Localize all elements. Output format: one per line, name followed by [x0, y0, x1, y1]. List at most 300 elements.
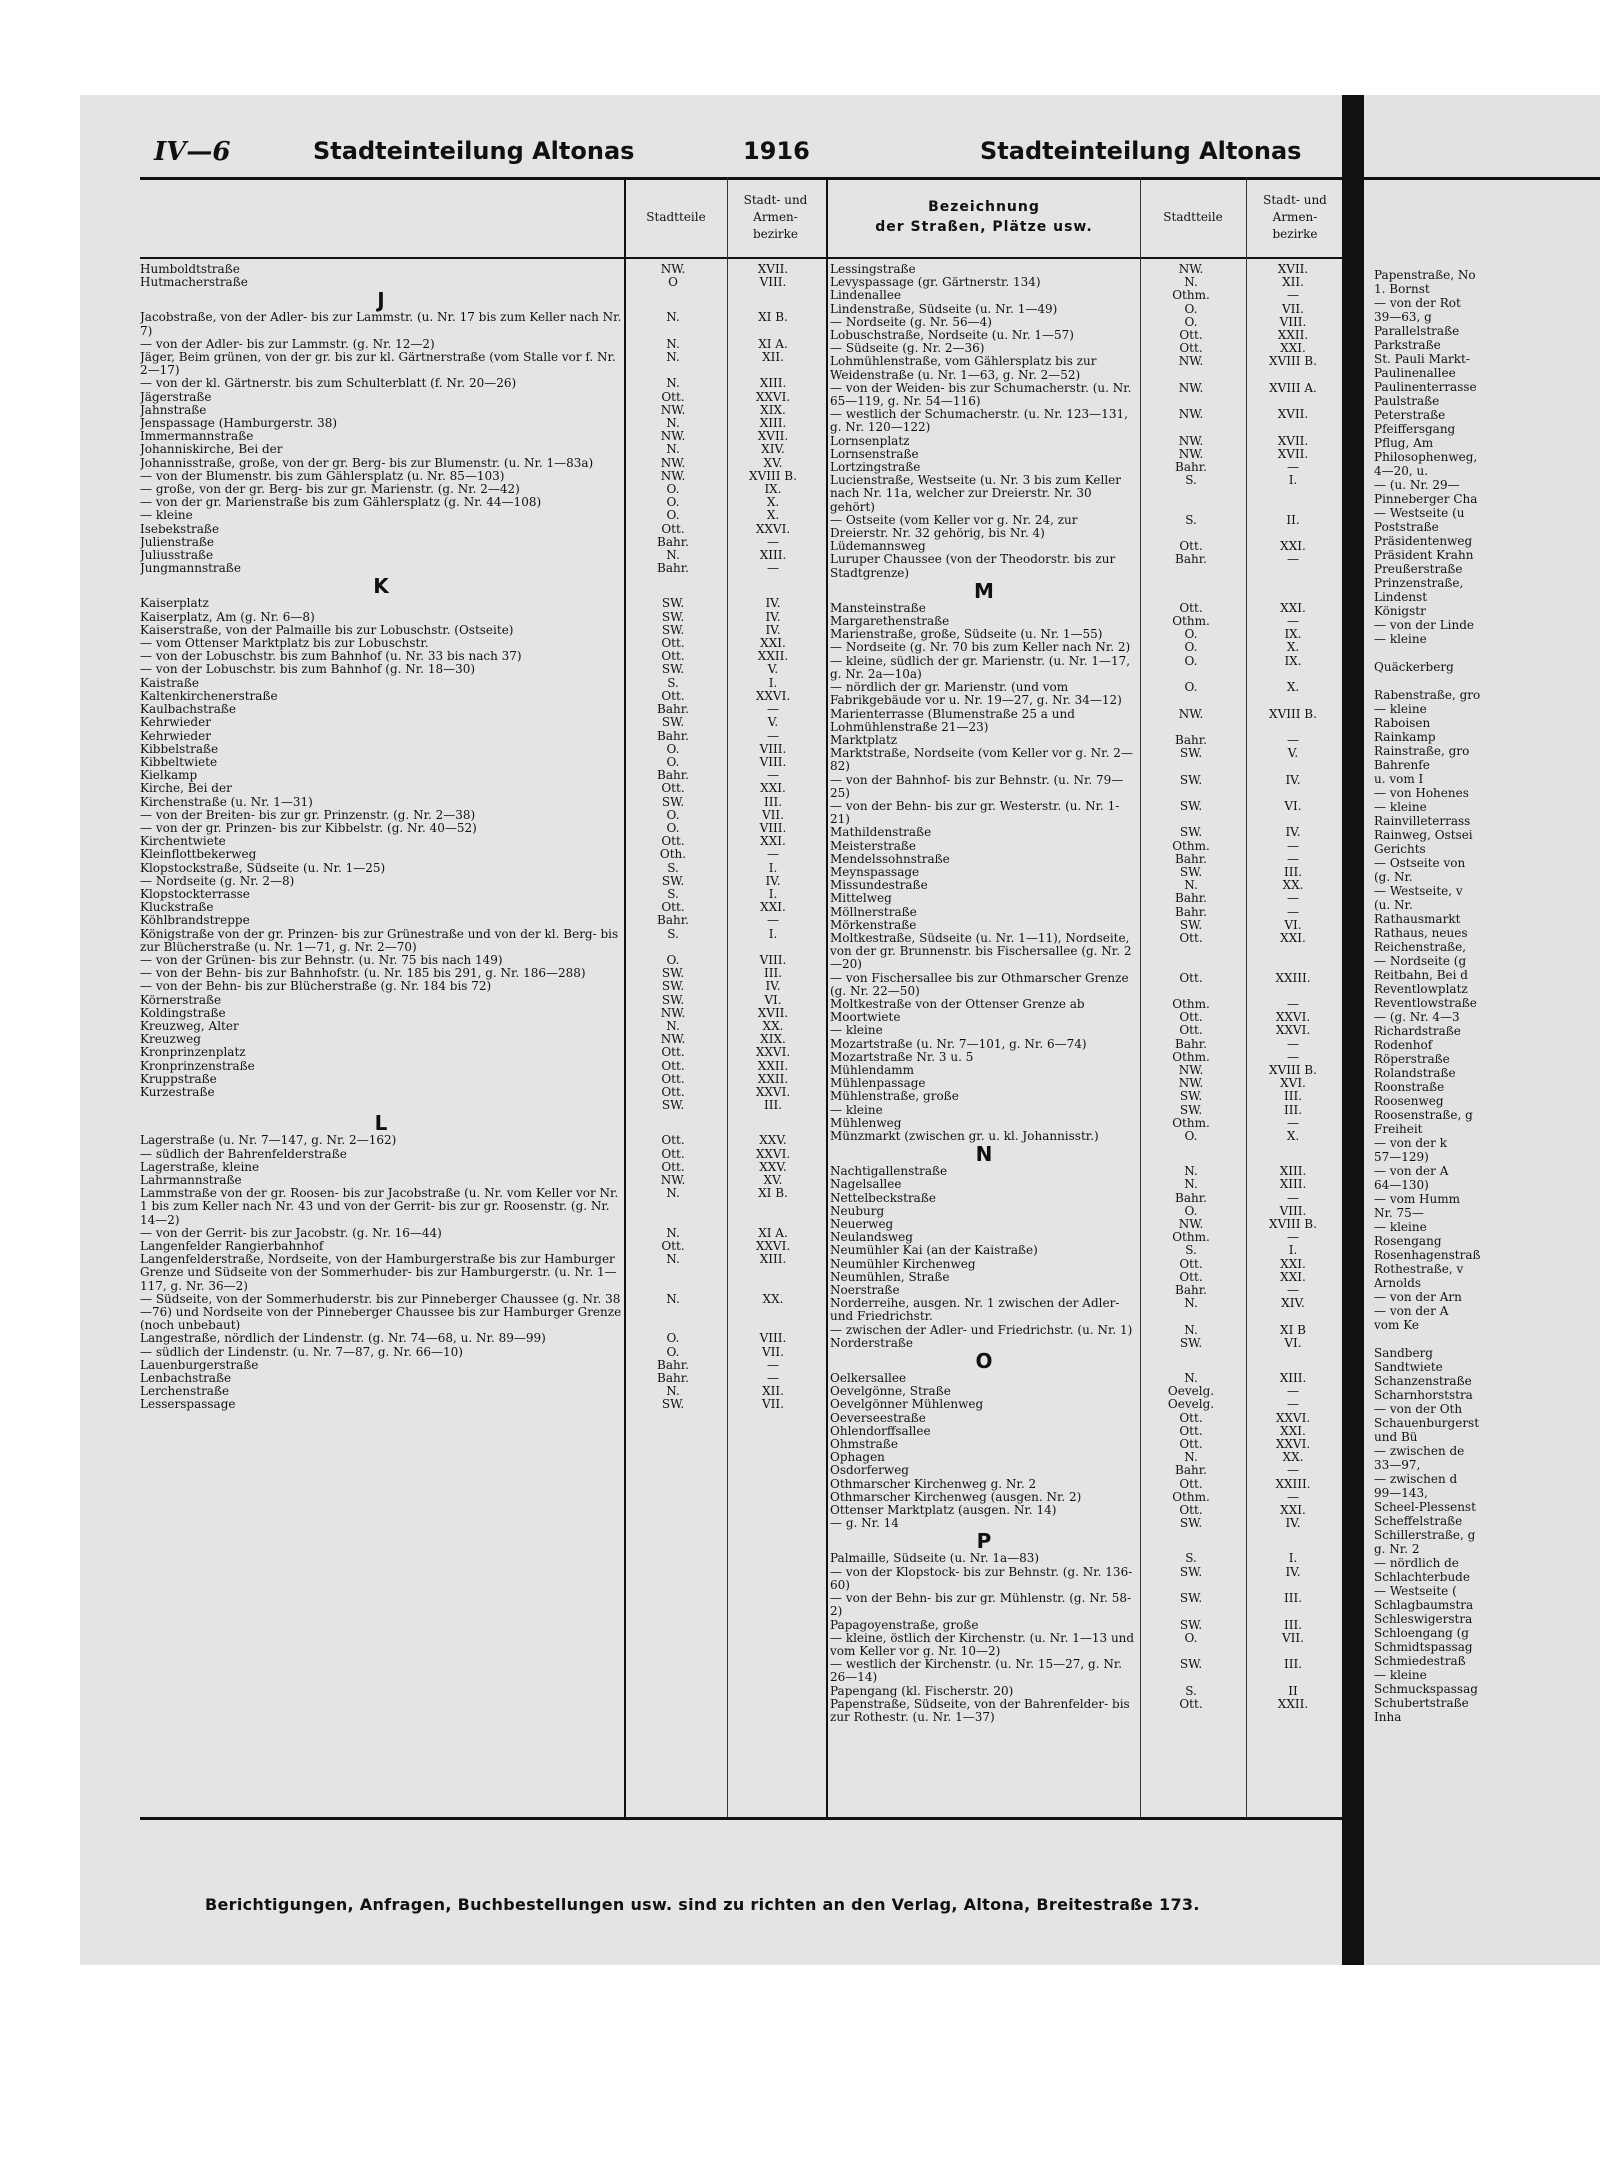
bezirk-cell: VII.: [1282, 301, 1304, 316]
stadtteil-cell: S.: [1185, 1551, 1197, 1566]
street-name: — Nordseite (g. Nr. 70 bis zum Keller nach Nr. 2): [830, 641, 1131, 655]
table-row: [140, 1033, 824, 1046]
table-row: [140, 483, 824, 496]
table-row: [140, 1385, 824, 1398]
bezirk-cell: —: [1287, 552, 1299, 567]
fragment-line: Preußerstraße: [1374, 562, 1463, 576]
table-row: [140, 404, 824, 417]
table-row: [140, 769, 824, 782]
table-row: [140, 1148, 824, 1161]
stadtteil-cell: N.: [1184, 1322, 1198, 1337]
stadtteil-cell: Ott.: [661, 1084, 685, 1099]
column-head-stadtteile-right: Stadtteile: [1163, 209, 1223, 224]
table-row: [140, 928, 824, 954]
street-name: Lagerstraße, kleine: [140, 1160, 260, 1174]
bezirk-cell: XXVI.: [755, 1239, 791, 1254]
table-row: [140, 967, 824, 980]
bezirk-cell: X.: [1286, 1129, 1300, 1143]
bezirk-cell: XXV.: [759, 1133, 787, 1148]
fragment-line: — zwischen de: [1374, 1444, 1465, 1458]
bezirk-cell: IV.: [765, 873, 781, 888]
table-row: [830, 774, 1344, 800]
table-row: [140, 1227, 824, 1240]
stadtteil-cell: S.: [1185, 1683, 1197, 1698]
bezirk-cell: XXVI.: [755, 389, 791, 404]
fragment-line: Raboisen: [1374, 716, 1431, 730]
table-row: [830, 1064, 1344, 1077]
bezirk-cell: XXVI.: [755, 688, 791, 703]
stadtteil-cell: SW.: [1179, 1657, 1203, 1672]
bezirk-cell: IV.: [765, 622, 781, 637]
street-name: — von der Grünen- bis zur Behnstr. (u. Nr. 75 bis nach 149): [140, 953, 503, 967]
stadtteil-cell: O.: [666, 754, 680, 769]
bezirk-cell: XIX.: [760, 1032, 786, 1047]
bezirk-cell: —: [1287, 1115, 1299, 1130]
bezirk-cell: VIII.: [1279, 314, 1307, 329]
stadtteil-cell: N.: [666, 376, 680, 391]
columns-grid: [140, 177, 1344, 1817]
stadtteil-cell: O.: [666, 495, 680, 510]
fragment-line: 33—97,: [1374, 1458, 1421, 1472]
street-name: Papagoyenstraße, große: [830, 1618, 979, 1632]
table-row: [140, 549, 824, 562]
fragment-line: Rodenhof: [1374, 1038, 1433, 1052]
street-name: — von der Blumenstr. bis zum Gählersplatz (u. Nr. 85—103): [140, 469, 505, 483]
footer-notice: Berichtigungen, Anfragen, Buchbestellungen usw. sind zu richten an den Verlag, Altona, Breitestraße 173.: [205, 1895, 1200, 1914]
table-row: [830, 1297, 1344, 1323]
street-name: Ohlendorffsallee: [830, 1424, 931, 1438]
table-row: [140, 417, 824, 430]
bezirk-cell: —: [1287, 1463, 1299, 1478]
fragment-line: Nr. 75—: [1374, 1206, 1424, 1220]
section-letter: L: [374, 1111, 388, 1136]
table-row: [830, 840, 1344, 853]
fragment-line: Scheel-Plessenst: [1374, 1500, 1476, 1514]
bezirk-cell: —: [1287, 288, 1299, 303]
stadtteil-cell: Ott.: [1179, 1256, 1203, 1271]
fragment-line: Roosenstraße, g: [1374, 1108, 1473, 1122]
table-row: [830, 879, 1344, 892]
stadtteil-cell: N.: [666, 1384, 680, 1399]
stadtteil-cell: O.: [1184, 1630, 1198, 1645]
bezirk-cell: XVII.: [757, 262, 789, 276]
stadtteil-cell: SW.: [1179, 1617, 1203, 1632]
bezirk-cell: —: [1287, 1190, 1299, 1205]
street-name: Lucienstraße, Westseite (u. Nr. 3 bis zum Keller nach Nr. 11a, welcher zur Dreierstr. Nr. 30 gehört): [830, 474, 1122, 514]
street-name: Münzmarkt (zwischen gr. u. kl. Johannisstr.): [830, 1130, 1099, 1143]
table-row: [140, 1359, 824, 1372]
bezirk-cell: X.: [1286, 640, 1300, 655]
fragment-line: Sandberg: [1374, 1346, 1433, 1360]
stadtteil-cell: Othm.: [1172, 1049, 1210, 1064]
bezirk-cell: XXI.: [1280, 600, 1306, 615]
stadtteil-cell: SW.: [661, 609, 685, 624]
stadtteil-cell: Othm.: [1172, 996, 1210, 1011]
fragment-line: Scharnhorststra: [1374, 1388, 1473, 1402]
bezirk-cell: VII.: [762, 1344, 784, 1359]
bezirk-cell: XXI.: [1280, 539, 1306, 554]
stadtteil-cell: NW.: [660, 262, 686, 276]
table-row: [140, 1293, 824, 1333]
fragment-line: vom Ke: [1374, 1318, 1419, 1332]
fragment-line: (g. Nr.: [1374, 870, 1413, 884]
fragment-line: Roosenweg: [1374, 1094, 1444, 1108]
bezirk-cell: X.: [1286, 680, 1300, 695]
bezirk-cell: XVIII B.: [1269, 706, 1317, 721]
bezirk-cell: —: [767, 561, 779, 576]
street-name: Mansteinstraße: [830, 601, 926, 615]
fragment-line: Scheffelstraße: [1374, 1514, 1463, 1528]
street-name: Kleinflottbekerweg: [140, 848, 257, 862]
street-name: Lerchenstraße: [140, 1385, 230, 1399]
table-row: [830, 1024, 1344, 1037]
table-row: [830, 800, 1344, 826]
bezirk-cell: XV.: [763, 455, 783, 470]
bezirk-cell: XVIII B.: [1269, 1062, 1317, 1077]
bezirk-cell: IV.: [1285, 772, 1301, 787]
stadtteil-cell: Ott.: [1179, 930, 1203, 945]
fragment-line: Papenstraße, No: [1374, 268, 1476, 282]
table-row: [830, 1425, 1344, 1438]
table-row: [830, 602, 1344, 615]
section-letter: O: [975, 1349, 993, 1374]
stadtteil-cell: SW.: [1179, 1335, 1203, 1350]
section-letter: M: [974, 578, 994, 603]
street-name: Neumühler Kirchenweg: [830, 1257, 976, 1271]
street-name: Marktstraße, Nordseite (vom Keller vor g. Nr. 2—82): [830, 747, 1133, 774]
street-name: Julienstraße: [140, 535, 215, 549]
street-name: — von der Breiten- bis zur gr. Prinzenstr. (g. Nr. 2—38): [140, 808, 476, 822]
fragment-line: Inha: [1374, 1710, 1402, 1724]
bezirk-cell: XXI.: [1280, 1503, 1306, 1518]
table-row: [830, 1685, 1344, 1698]
bezirk-cell: XXII.: [757, 1071, 789, 1086]
stadtteil-cell: Bahr.: [657, 728, 689, 743]
bezirk-cell: —: [1287, 1049, 1299, 1064]
fragment-line: Präsidentenweg: [1374, 534, 1473, 548]
fragment-line: Röperstraße: [1374, 1052, 1450, 1066]
bezirk-cell: XX.: [1282, 1450, 1304, 1465]
stadtteil-cell: Ott.: [661, 834, 685, 849]
stadtteil-cell: NW.: [1178, 446, 1204, 461]
fragment-line: Rainstraße, gro: [1374, 744, 1470, 758]
table-row: [140, 703, 824, 716]
street-name: — große, von der gr. Berg- bis zur gr. Marienstr. (g. Nr. 2—42): [140, 483, 520, 497]
fragment-line: — von der Oth: [1374, 1402, 1463, 1416]
bezirk-cell: —: [1287, 1283, 1299, 1298]
bezirk-cell: I.: [1288, 1551, 1298, 1566]
table-row: [830, 998, 1344, 1011]
street-name: Lohmühlenstraße, vom Gählersplatz bis zur Weidenstraße (u. Nr. 1—63, g. Nr. 2—52): [830, 355, 1097, 382]
bezirk-cell: XXI.: [1280, 1269, 1306, 1284]
street-name: Mathildenstraße: [830, 826, 932, 840]
bezirk-cell: XXI.: [760, 900, 786, 915]
street-name: Papengang (kl. Fischerstr. 20): [830, 1684, 1014, 1698]
stadtteil-cell: SW.: [1179, 1591, 1203, 1606]
stadtteil-cell: N.: [666, 416, 680, 431]
table-row: [830, 1231, 1344, 1244]
bezirk-cell: XXIII.: [1275, 1476, 1311, 1491]
bezirk-cell: X.: [766, 495, 780, 510]
stadtteil-cell: Bahr.: [1175, 891, 1207, 906]
bezirk-cell: —: [1287, 891, 1299, 906]
table-row: [140, 848, 824, 861]
fragment-line: — nördlich de: [1374, 1556, 1459, 1570]
table-row: [140, 980, 824, 993]
stadtteil-cell: SW.: [661, 662, 685, 677]
table-row: [140, 276, 824, 289]
street-name: [140, 1099, 622, 1112]
stadtteil-cell: Ott.: [661, 900, 685, 915]
table-row: [830, 1104, 1344, 1117]
bezirk-cell: III.: [1283, 1657, 1303, 1672]
fragment-line: — von der Arn: [1374, 1290, 1462, 1304]
street-name: Kurzestraße: [140, 1085, 215, 1099]
street-name: Lindenstraße, Südseite (u. Nr. 1—49): [830, 302, 1058, 316]
table-row: [830, 1038, 1344, 1051]
table-row: [830, 276, 1344, 289]
fragment-line: Paulstraße: [1374, 394, 1440, 408]
street-name: Mühlenpassage: [830, 1077, 926, 1091]
street-name: Moortwiete: [830, 1011, 901, 1025]
bezirk-cell: XIX.: [760, 402, 786, 417]
fragment-line: Arnolds: [1374, 1276, 1422, 1290]
stadtteil-cell: Othm.: [1172, 1489, 1210, 1504]
bezirk-cell: —: [1287, 838, 1299, 853]
street-name: Kreuzweg: [140, 1033, 201, 1047]
stadtteil-cell: Bahr.: [1175, 1283, 1207, 1298]
street-name: Osdorferweg: [830, 1464, 909, 1478]
table-row: [830, 655, 1344, 681]
street-name: Hutmacherstraße: [140, 276, 248, 290]
table-row: [830, 906, 1344, 919]
stadtteil-cell: SW.: [661, 979, 685, 994]
fragment-line: Rosenhagenstraß: [1374, 1248, 1481, 1262]
fragment-line: Rathaus, neues: [1374, 926, 1468, 940]
table-row: [140, 1372, 824, 1385]
stadtteil-cell: N.: [666, 336, 680, 351]
bezirk-cell: III.: [1283, 1617, 1303, 1632]
bezirk-cell: XVI.: [1280, 1076, 1306, 1091]
stadtteil-cell: Ott.: [1179, 1269, 1203, 1284]
stadtteil-cell: Ott.: [661, 688, 685, 703]
stadtteil-cell: N.: [1184, 275, 1198, 290]
street-name: Kaiserplatz: [140, 597, 209, 611]
bezirk-cell: I.: [768, 860, 778, 875]
bezirk-cell: IV.: [765, 979, 781, 994]
bezirk-cell: VIII.: [759, 741, 787, 756]
table-row: [140, 994, 824, 1007]
bezirk-cell: XVII.: [1277, 407, 1309, 422]
column-head-stadtteile-left: Stadtteile: [646, 209, 706, 224]
table-row: [830, 435, 1344, 448]
fragment-line: — Westseite (u: [1374, 506, 1465, 520]
street-name: Kronprinzenstraße: [140, 1059, 255, 1073]
column-head-name-right: Bezeichnung der Straßen, Plätze usw.: [875, 199, 1093, 235]
bezirk-cell: —: [767, 847, 779, 862]
stadtteil-cell: Ott.: [1179, 1476, 1203, 1491]
stadtteil-cell: Othm.: [1172, 1230, 1210, 1245]
stadtteil-cell: S.: [667, 860, 679, 875]
fragment-line: — Westseite, v: [1374, 884, 1463, 898]
stadtteil-cell: O.: [1184, 1129, 1198, 1143]
fragment-line: Schmiedestraß: [1374, 1654, 1466, 1668]
bezirk-cell: III.: [763, 794, 783, 809]
fragment-line: Rolandstraße: [1374, 1066, 1456, 1080]
bezirk-cell: XVII.: [1277, 446, 1309, 461]
stadtteil-cell: SW.: [1179, 772, 1203, 787]
bezirk-cell: XIV.: [1281, 1296, 1305, 1311]
bezirk-cell: III.: [1283, 1102, 1303, 1117]
stadtteil-cell: Bahr.: [657, 768, 689, 783]
bezirk-cell: XXII.: [1277, 1696, 1309, 1711]
bezirk-cell: XIV.: [761, 442, 785, 457]
stadtteil-cell: Ott.: [661, 1146, 685, 1161]
stadtteil-cell: O.: [1184, 653, 1198, 668]
stadtteil-cell: NW.: [1178, 262, 1204, 276]
bezirk-cell: XX.: [762, 1291, 784, 1306]
street-name: — g. Nr. 14: [830, 1517, 899, 1531]
stadtteil-cell: S.: [1185, 473, 1197, 488]
bezirk-cell: XI B.: [758, 310, 788, 325]
table-row: [830, 355, 1344, 381]
table-row: [830, 1517, 1344, 1530]
bezirk-cell: XI B: [1280, 1322, 1306, 1337]
fragment-line: Peterstraße: [1374, 408, 1446, 422]
stadtteil-cell: Bahr.: [657, 1357, 689, 1372]
fragment-line: 4—20, u.: [1374, 464, 1429, 478]
table-row: [140, 1007, 824, 1020]
bezirk-cell: XIII.: [1279, 1177, 1307, 1192]
table-row: [140, 875, 824, 888]
stadtteil-cell: O.: [666, 482, 680, 497]
fragment-line: 57—129): [1374, 1150, 1429, 1164]
stadtteil-cell: SW.: [661, 873, 685, 888]
stadtteil-cell: Bahr.: [657, 1371, 689, 1386]
table-row: [140, 1020, 824, 1033]
fragment-line: 39—63, g: [1374, 310, 1432, 324]
stadtteil-cell: Ott.: [1179, 539, 1203, 554]
bezirk-cell: IV.: [765, 596, 781, 611]
right-entries-list: [830, 263, 1344, 1724]
fragment-line: Poststraße: [1374, 520, 1439, 534]
stadtteil-cell: Ott.: [661, 1159, 685, 1174]
street-name: Lobuschstraße, Nordseite (u. Nr. 1—57): [830, 329, 1074, 343]
bezirk-cell: —: [1287, 614, 1299, 629]
bezirk-cell: XIII.: [759, 376, 787, 391]
street-name: Mozartstraße Nr. 3 u. 5: [830, 1050, 974, 1064]
fragment-line: — Westseite (: [1374, 1584, 1457, 1598]
fragment-line: Pinneberger Cha: [1374, 492, 1478, 506]
bezirk-cell: I.: [768, 886, 778, 901]
bezirk-cell: —: [1287, 1397, 1299, 1412]
bezirk-cell: XXI.: [760, 834, 786, 849]
stadtteil-cell: S.: [667, 926, 679, 941]
bezirk-cell: XXVI.: [1275, 1023, 1311, 1038]
table-row: [830, 681, 1344, 707]
bezirk-cell: —: [1287, 732, 1299, 747]
fragment-line: — kleine: [1374, 1220, 1427, 1234]
street-name: Jenspassage (Hamburgerstr. 38): [140, 417, 338, 431]
header-year: 1916: [743, 137, 810, 165]
street-name: — Nordseite (g. Nr. 2—8): [140, 874, 295, 888]
table-row: [140, 470, 824, 483]
street-name: — Südseite (g. Nr. 2—36): [830, 342, 985, 356]
fragment-line: Parkstraße: [1374, 338, 1441, 352]
fragment-line: Gerichts: [1374, 842, 1426, 856]
street-name: Neumühler Kai (an der Kaistraße): [830, 1244, 1038, 1258]
bezirk-cell: III.: [1283, 864, 1303, 879]
stadtteil-cell: Bahr.: [657, 561, 689, 576]
street-name: Oelkersallee: [830, 1372, 907, 1386]
bezirk-cell: XVII.: [1277, 262, 1309, 276]
page-right-fragment: [1364, 95, 1600, 1965]
bezirk-cell: —: [1287, 1384, 1299, 1399]
stadtteil-cell: SW.: [661, 596, 685, 611]
table-row: [140, 311, 824, 337]
stadtteil-cell: Ott.: [1179, 970, 1203, 985]
stadtteil-cell: N.: [1184, 1164, 1198, 1179]
fragment-line: Schillerstraße, g: [1374, 1528, 1476, 1542]
street-name: Moltkestraße von der Ottenser Grenze ab: [830, 997, 1085, 1011]
street-name: Oevelgönner Mühlenweg: [830, 1398, 984, 1412]
table-row: [140, 663, 824, 676]
street-name: Lüdemannsweg: [830, 540, 926, 554]
table-row: [830, 1284, 1344, 1297]
street-name: Margarethenstraße: [830, 615, 950, 629]
street-name: Kaistraße: [140, 676, 199, 690]
fragment-line: Paulinenallee: [1374, 366, 1456, 380]
bezirk-cell: III.: [1283, 1089, 1303, 1104]
stadtteil-cell: Ott.: [1179, 1023, 1203, 1038]
stadtteil-cell: Ott.: [1179, 341, 1203, 356]
bezirk-cell: VIII.: [759, 1331, 787, 1346]
street-name: Kluckstraße: [140, 901, 214, 915]
stadtteil-cell: Bahr.: [1175, 460, 1207, 475]
table-row: [830, 408, 1344, 434]
header-title-right: Stadteinteilung Altonas: [980, 137, 1302, 165]
fragment-line: (u. Nr.: [1374, 898, 1413, 912]
street-name: — von der Weiden- bis zur Schumacherstr. (u. Nr. 65—119, g. Nr. 54—116): [830, 381, 1132, 409]
fragment-line: — von der Linde: [1374, 618, 1475, 632]
fragment-line: Schmidtspassag: [1374, 1640, 1473, 1654]
street-name: Klopstockterrasse: [140, 887, 250, 901]
bezirk-cell: XXI.: [1280, 1423, 1306, 1438]
next-page-entries: [1374, 268, 1600, 1724]
street-name: Mittelweg: [830, 892, 892, 906]
table-row: [140, 862, 824, 875]
table-row: [830, 1412, 1344, 1425]
stadtteil-cell: N.: [666, 1186, 680, 1201]
table-row: [140, 901, 824, 914]
table-row: [140, 914, 824, 927]
street-name: Neuerweg: [830, 1218, 894, 1232]
table-row: [140, 637, 824, 650]
table-row: [140, 624, 824, 637]
stadtteil-cell: Ott.: [1179, 1410, 1203, 1425]
bezirk-cell: XIII.: [759, 1252, 787, 1267]
bezirk-cell: IV.: [1285, 1564, 1301, 1579]
fragment-line: — kleine: [1374, 1668, 1427, 1682]
bezirk-cell: VII.: [762, 807, 784, 822]
table-row: [140, 391, 824, 404]
fragment-line: [1374, 1332, 1600, 1346]
bezirk-cell: XVIII B.: [1269, 354, 1317, 369]
fragment-line: — (u. Nr. 29—: [1374, 478, 1460, 492]
bezirk-cell: XV.: [763, 1173, 783, 1187]
street-name: Langenfelder Rangierbahnhof: [140, 1240, 324, 1254]
stadtteil-cell: SW.: [661, 622, 685, 637]
